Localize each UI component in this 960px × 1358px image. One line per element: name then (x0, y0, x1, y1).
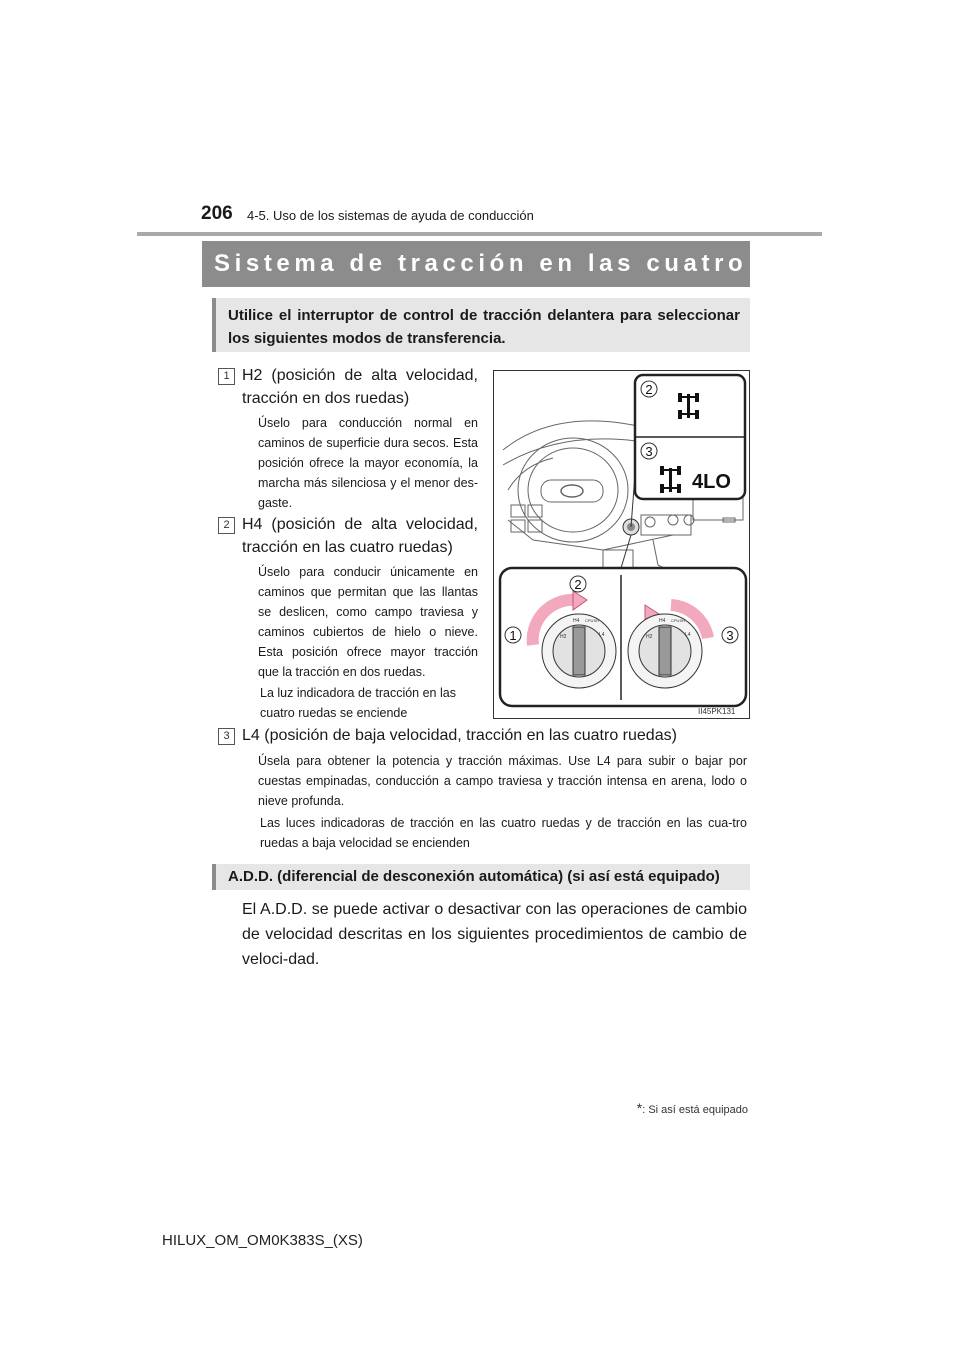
item-heading-l4: L4 (posición de baja velocidad, tracción en las cuatro ruedas) (242, 727, 677, 744)
dial-left-l4: L4 (599, 632, 605, 638)
intro-box: Utilice el interruptor de control de tracción delantera para seleccionar los siguientes modos de transferencia. (212, 298, 750, 352)
item-body-l4: Úsela para obtener la potencia y tracción máximas. Use L4 para subir o bajar por cuestas empinadas, conducción a campo traviesa y tracción intensa en arena, lodo o nieve profunda. (258, 754, 747, 808)
add-description: El A.D.D. se puede activar o desactivar con las operaciones de cambio de velocidad descritas en los siguientes procedimientos de cambio de veloci-dad. (242, 901, 747, 968)
dial-right-h2: H2 (646, 634, 653, 640)
dial-right-push: CPUSH (671, 618, 686, 623)
document-footer: HILUX_OM_OM0K383S_(XS) (162, 1232, 363, 1249)
item-heading-h4: H4 (posición de alta velocidad, tracción en las cuatro ruedas) (242, 516, 478, 556)
dial-callout-1: 1 (509, 628, 517, 643)
item-heading-h2: H2 (posición de alta velocidad, tracción en dos ruedas) (242, 367, 478, 407)
equipped-marker: * (866, 250, 873, 266)
dial-right-grip (659, 627, 671, 675)
dial-left-h2: H2 (560, 634, 567, 640)
footnote-marker: * (636, 1100, 643, 1116)
item-body-h4: Úselo para conducir únicamente en caminos que permitan que las llantas se deslicen, como campo traviesa y caminos cubiertos de hielo o nieve. Esta posición ofrece mayor tracción que la tracción en dos ruedas. (258, 565, 478, 679)
indicator-callout-2: 2 (645, 382, 653, 397)
item-note-l4: Las luces indicadoras de tracción en las cuatro ruedas y de tracción en las cua-tro ruedas a baja velocidad se encienden (260, 816, 747, 850)
page-number: 206 (201, 203, 233, 224)
header-rule (137, 232, 822, 236)
item-number-3: 3 (218, 728, 235, 745)
indicator-4lo-label: 4LO (692, 471, 731, 493)
section-title-text: Sistema de tracción en las cuatro ruedas (214, 250, 865, 277)
item-number-1: 1 (218, 368, 235, 385)
item-note-h4: La luz indicadora de tracción en las cuatro ruedas se enciende (260, 686, 456, 720)
indicator-callout-3: 3 (645, 444, 653, 459)
section-title (202, 241, 873, 287)
figure-code: II45PK131 (698, 707, 736, 716)
dial-right-h4: H4 (659, 618, 666, 624)
footnote (600, 1100, 748, 1116)
dial-callout-2: 2 (574, 577, 582, 592)
item-body-h2: Úselo para conducción normal en caminos de superficie dura secos. Esta posición ofrece la mayor economía, la marcha más silenciosa y el menor des-gaste. (258, 416, 478, 510)
add-heading: A.D.D. (diferencial de desconexión automática) (si así está equipado) (212, 864, 750, 890)
footnote-text: : Si así está equipado (642, 1104, 748, 1116)
transfer-switch-figure (493, 370, 750, 719)
dial-left-push: CPUSH (585, 618, 600, 623)
item-number-2: 2 (218, 517, 235, 534)
section-reference: 4-5. Uso de los sistemas de ayuda de conducción (247, 208, 534, 223)
dial-callout-3: 3 (726, 628, 734, 643)
dial-left-grip (573, 627, 585, 675)
dial-right-l4: L4 (685, 632, 691, 638)
dial-left-h4: H4 (573, 618, 580, 624)
